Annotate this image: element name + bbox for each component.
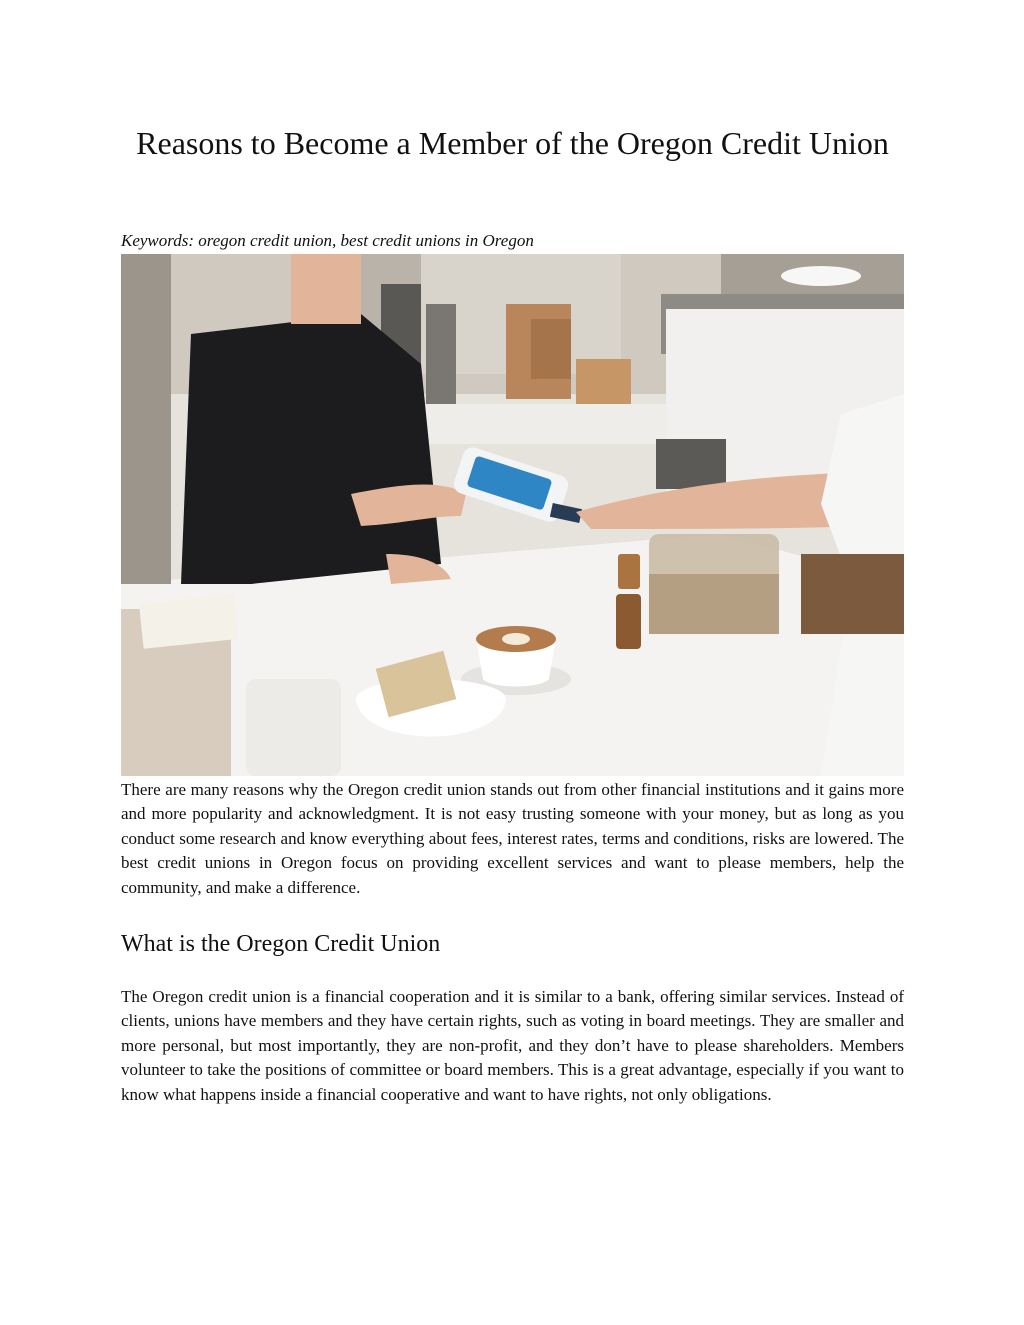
intro-paragraph: There are many reasons why the Oregon credit union stands out from other financial institutions and it gains more and more popularity and acknowledgment. It is not easy trusting someone with your money, but as long as you conduct some research and know everything about fees, interest rates, terms and conditions, risks are lowered. The best credit unions in Oregon focus on providing excellent services and want to please members, help the community, and make a difference. [121,780,904,897]
grinder-mid [426,304,456,414]
stacked-plates [781,266,861,286]
definition-paragraph: The Oregon credit union is a financial cooperation and it is similar to a bank, offering similar services. Instead of clients, unions have members and they have certain rights, such as voting in board meetings. They are smaller and more personal, but most importantly, they are non-profit, and they don’t have to please shareholders. Members volunteer to take the positions of committee or board members. This is a great advantage, especially if you want to know what happens inside a financial cooperative and want to have rights, not only obligations. [121,987,904,1104]
barista-neck [291,254,361,324]
cafe-card-payment-photo [121,254,904,776]
latte-art [502,633,530,645]
barista-shirt [181,314,441,584]
spice-jar-back [618,554,640,589]
cardboard-box-3 [576,359,631,404]
spice-jar [616,594,641,649]
photo-illustration [121,254,904,776]
keywords-line: Keywords: oregon credit union, best credit unions in Oregon [121,231,534,250]
cardboard-box-2 [531,319,571,379]
machine-dark-part [656,439,726,489]
grain-jar-contents [649,574,779,634]
stacked-books [801,554,904,634]
front-glass-jar [246,679,341,776]
left-edge-shadow [121,254,171,584]
document-title: Reasons to Become a Member of the Oregon Credit Union [136,125,889,161]
section-heading: What is the Oregon Credit Union [121,931,441,957]
